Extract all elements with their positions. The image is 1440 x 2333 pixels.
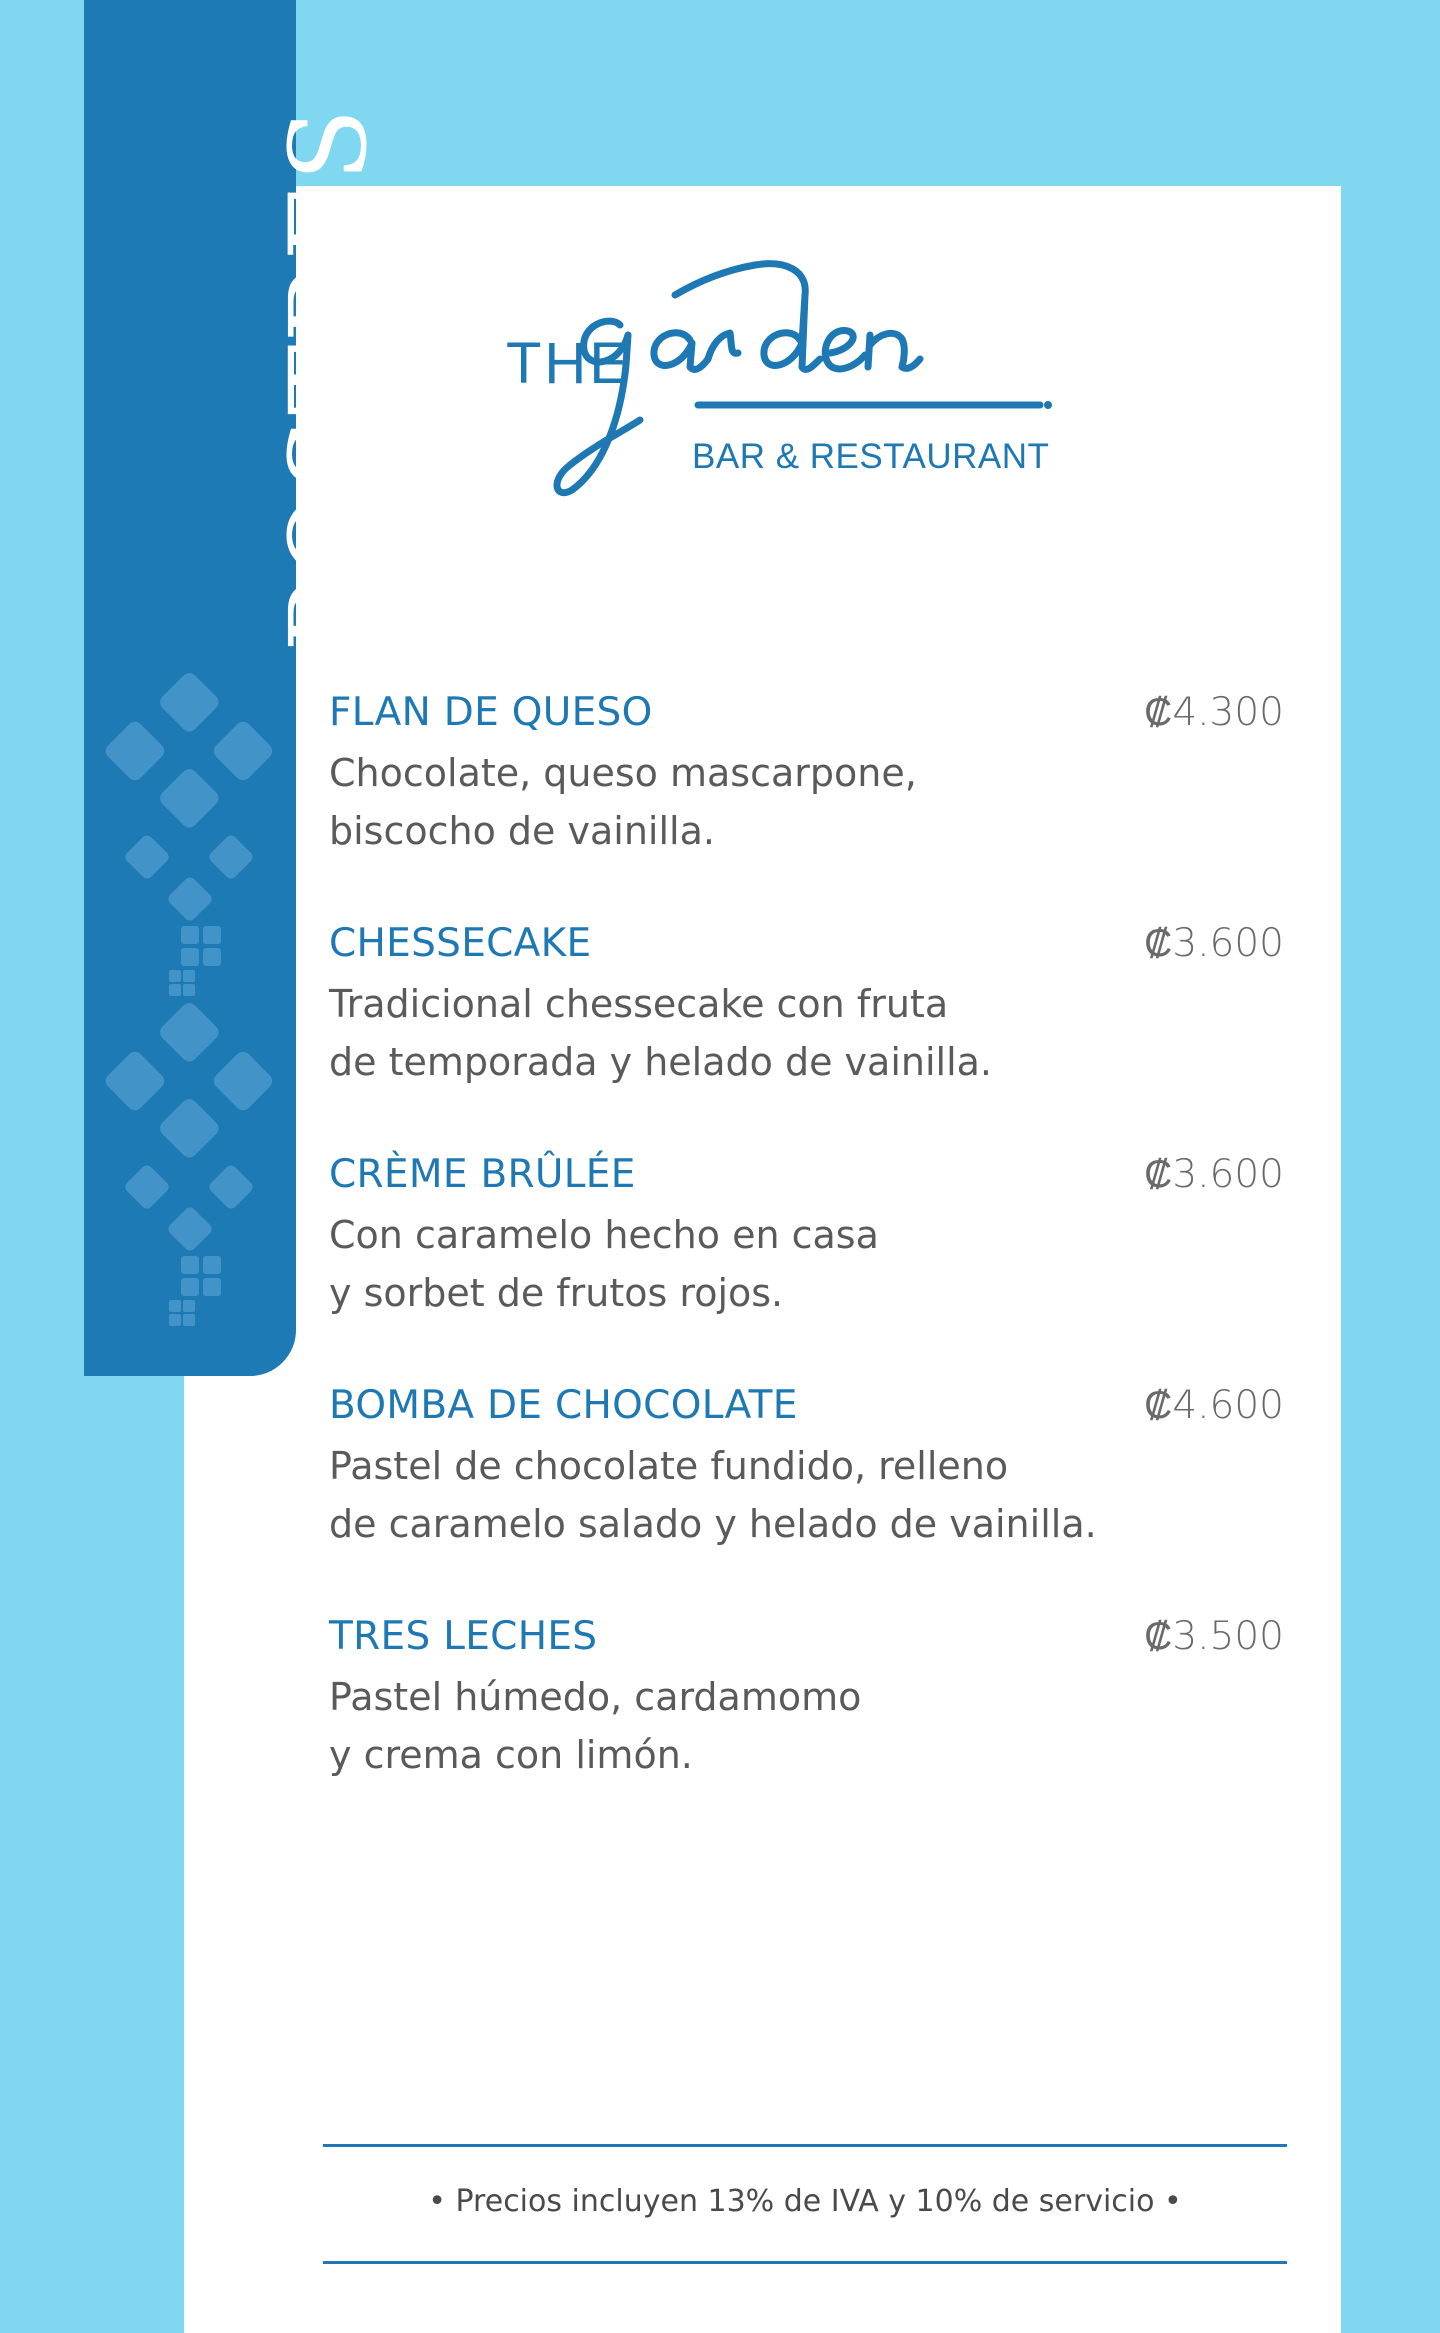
item-description-line: Tradicional chessecake con fruta [329,982,949,1026]
item-description-line: y sorbet de frutos rojos. [329,1271,784,1315]
menu-item [329,921,1284,1152]
restaurant-logo [500,255,1070,505]
menu-item [329,1152,1284,1383]
item-description-line: de temporada y helado de vainilla. [329,1040,992,1084]
item-description-line: Pastel húmedo, cardamomo [329,1675,862,1719]
flower-motif-top [102,670,275,996]
item-name: BOMBA DE CHOCOLATE [329,1383,798,1428]
item-description-line: de caramelo salado y helado de vainilla. [329,1502,1097,1546]
menu-item [329,1614,1284,1845]
item-description-line: biscocho de vainilla. [329,809,715,853]
item-description-line: Chocolate, queso mascarpone, [329,751,917,795]
menu-item [329,1383,1284,1614]
item-price: ₡4.600 [1144,1383,1284,1428]
flower-motif-bottom [102,1000,275,1326]
item-name: CRÈME BRÛLÉE [329,1152,636,1197]
item-description [329,1668,861,1784]
logo-the: THE [506,331,631,396]
price-note: • Precios incluyen 13% de IVA y 10% de servicio • [428,2184,1182,2219]
logo-subtitle: BAR & RESTAURANT [692,437,1050,476]
menu-item [329,690,1284,921]
item-name: CHESSECAKE [329,921,592,966]
item-description-line: Con caramelo hecho en casa [329,1213,879,1257]
dessert-list [329,690,1284,1845]
decorative-tile-pattern [84,660,296,1360]
footer-rule-top [323,2144,1287,2147]
footer-rule-bottom [323,2261,1287,2264]
item-name: FLAN DE QUESO [329,690,653,735]
section-title: POSTRES [267,106,390,652]
item-description [329,1437,1097,1553]
item-price: ₡3.600 [1144,1152,1284,1197]
item-price: ₡3.500 [1144,1614,1284,1659]
item-name: TRES LECHES [329,1614,598,1659]
item-description-line: Pastel de chocolate fundido, relleno [329,1444,1009,1488]
item-description [329,1206,879,1322]
side-banner [84,0,390,1376]
item-price: ₡4.300 [1144,690,1284,735]
item-price: ₡3.600 [1144,921,1284,966]
item-description [329,744,917,860]
item-description [329,975,992,1091]
item-description-line: y crema con limón. [329,1733,693,1777]
